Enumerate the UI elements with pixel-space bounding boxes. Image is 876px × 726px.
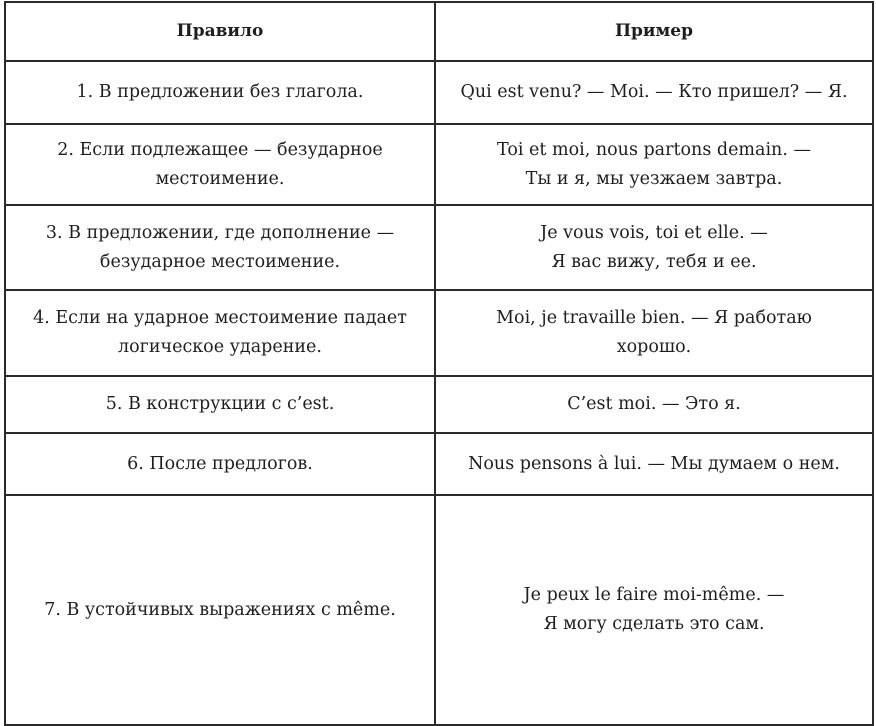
rule-text: логическое ударение. — [118, 337, 322, 357]
rule-text: 6. После предлогов. — [127, 453, 313, 474]
rule-cell — [5, 124, 435, 205]
header-rule: Правило — [5, 2, 435, 61]
rule-text: безударное местоимение. — [99, 251, 341, 272]
example-cell — [435, 124, 873, 205]
rule-text: 3. В предложении, где дополнение — — [45, 222, 395, 243]
table-row — [5, 205, 873, 290]
example-text: C’est moi. — Это я. — [567, 394, 741, 414]
rule-text: 1. В предложении без глагола. — [76, 82, 364, 102]
example-text: Toi et moi, nous partons demain. — — [497, 139, 811, 160]
example-cell — [435, 495, 873, 725]
example-text: Ты и я, мы уезжаем завтра. — [525, 168, 783, 189]
example-text: хорошо. — [616, 337, 692, 357]
example-text: Moi, je travaille bien. — Я работаю — [496, 308, 812, 328]
example-text: Je peux le faire moi-même. — — [523, 585, 785, 605]
rules-table — [4, 1, 874, 726]
rule-text: 5. В конструкции с c’est. — [105, 394, 335, 414]
example-cell — [435, 61, 873, 124]
rule-text: 2. Если подлежащее — безударное — [57, 139, 383, 160]
table-row — [5, 61, 873, 124]
table-row — [5, 290, 873, 376]
rule-cell — [5, 61, 435, 124]
example-cell — [435, 376, 873, 433]
example-cell — [435, 290, 873, 376]
example-text: Я могу сделать это сам. — [543, 614, 765, 634]
rule-text: 7. В устойчивых выражениях с même. — [44, 599, 396, 620]
example-cell — [435, 433, 873, 495]
example-cell — [435, 205, 873, 290]
table-row — [5, 376, 873, 433]
rule-cell — [5, 433, 435, 495]
table-row — [5, 433, 873, 495]
rule-cell — [5, 495, 435, 725]
example-text: Nous pensons à lui. — Мы думаем о нем. — [468, 453, 840, 474]
header-example: Пример — [435, 2, 873, 61]
rule-cell — [5, 376, 435, 433]
example-text: Я вас вижу, тебя и ее. — [551, 251, 757, 272]
example-text: Je vous vois, toi et elle. — — [540, 222, 768, 243]
example-text: Qui est venu? — Moi. — Кто пришел? — Я. — [460, 82, 848, 102]
header-row — [5, 2, 873, 61]
table-row — [5, 124, 873, 205]
rule-cell — [5, 290, 435, 376]
table-row — [5, 495, 873, 725]
rule-text: местоимение. — [155, 168, 285, 189]
rule-cell — [5, 205, 435, 290]
rule-text: 4. Если на ударное местоимение падает — [33, 308, 407, 328]
